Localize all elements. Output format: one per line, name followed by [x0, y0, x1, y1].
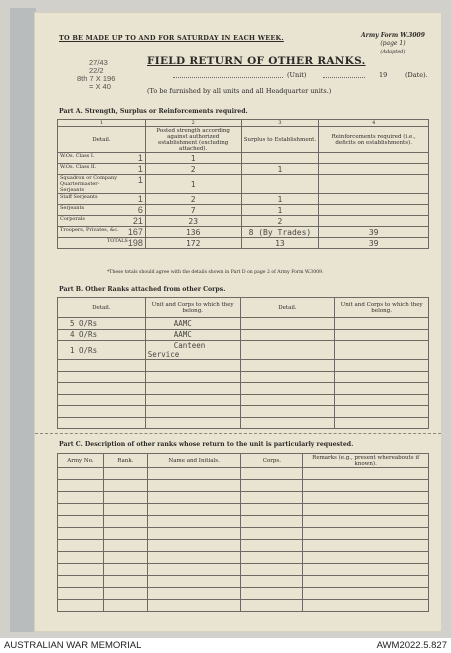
table-cell — [241, 480, 303, 492]
row-detail: W.Os. Class I. — [60, 153, 95, 159]
annotation-2: 22/2 — [89, 66, 104, 75]
table-cell — [58, 383, 146, 395]
table-row — [58, 360, 429, 372]
table-cell — [240, 341, 335, 360]
table-cell — [58, 238, 146, 249]
row-authorized: 1 — [137, 164, 143, 174]
table-cell — [147, 468, 241, 480]
part-b-table — [57, 297, 429, 429]
unit-field — [173, 77, 283, 78]
table-row — [58, 216, 429, 227]
table-row — [58, 164, 429, 175]
table-cell — [335, 394, 429, 406]
part-a-footnote: *These totals should agree with the details shown in Part D on page 2 of Army Form W.3009. — [107, 270, 324, 275]
table-cell — [103, 600, 147, 612]
table-cell — [303, 540, 429, 552]
table-cell — [145, 329, 240, 341]
table-row — [58, 504, 429, 516]
table-cell — [58, 406, 146, 418]
row-detail: Staff Serjeants — [60, 194, 98, 200]
table-cell — [240, 383, 335, 395]
table-row — [58, 205, 429, 216]
table-cell — [147, 576, 241, 588]
table-cell — [241, 238, 319, 249]
table-cell — [58, 417, 146, 429]
table-row — [58, 406, 429, 418]
table-cell — [58, 394, 146, 406]
table-row — [58, 394, 429, 406]
table-row — [58, 227, 429, 238]
table-row — [58, 175, 429, 194]
table-row — [58, 238, 429, 249]
column-header: Detail. — [58, 127, 146, 153]
row-authorized: 167 — [127, 227, 143, 237]
table-cell — [303, 492, 429, 504]
accession-number: AWM2022.5.827 — [376, 640, 447, 651]
table-cell — [147, 564, 241, 576]
table-cell — [241, 227, 319, 238]
table-cell — [103, 552, 147, 564]
table-cell — [147, 588, 241, 600]
row-posted: 23 — [188, 216, 199, 226]
table-row — [58, 552, 429, 564]
row-detail: Troopers, Privates, &c. — [60, 227, 119, 233]
table-row — [58, 528, 429, 540]
table-cell — [319, 238, 429, 249]
date-field — [323, 77, 365, 78]
row-detail: Corporals — [60, 216, 85, 222]
table-cell — [319, 194, 429, 205]
table-cell — [147, 552, 241, 564]
attached-unit: AAMC — [173, 318, 192, 328]
table-cell — [335, 371, 429, 383]
table-cell — [145, 318, 240, 330]
table-cell — [303, 564, 429, 576]
table-cell — [241, 205, 319, 216]
table-cell — [145, 406, 240, 418]
table-cell — [335, 341, 429, 360]
table-cell — [58, 600, 104, 612]
table-cell — [303, 552, 429, 564]
attached-detail: 1 O/Rs — [70, 345, 98, 355]
table-cell — [241, 153, 319, 164]
column-header: Surplus to Establishment. — [241, 127, 319, 153]
table-cell — [58, 480, 104, 492]
table-cell — [58, 552, 104, 564]
table-cell — [103, 540, 147, 552]
table-cell — [58, 318, 146, 330]
table-cell — [103, 588, 147, 600]
col-number: 1 — [58, 120, 146, 127]
table-cell — [335, 417, 429, 429]
column-header: Rank. — [103, 454, 147, 468]
row-posted: 136 — [185, 227, 201, 237]
table-cell — [58, 194, 146, 205]
table-cell — [58, 504, 104, 516]
row-authorized: 1 — [137, 153, 143, 163]
row-posted: 2 — [190, 194, 196, 204]
table-cell — [147, 540, 241, 552]
table-cell — [145, 227, 241, 238]
table-cell — [58, 341, 146, 360]
row-detail: Serjeants — [60, 205, 85, 211]
table-cell — [241, 504, 303, 516]
table-cell — [335, 383, 429, 395]
table-cell — [241, 516, 303, 528]
table-cell — [240, 318, 335, 330]
table-row — [58, 329, 429, 341]
table-cell — [103, 576, 147, 588]
table-cell — [240, 360, 335, 372]
part-a-rows — [58, 153, 429, 249]
table-cell — [58, 329, 146, 341]
table-row — [58, 480, 429, 492]
table-cell — [319, 175, 429, 194]
tear-line — [35, 433, 441, 434]
col-number: 2 — [145, 120, 241, 127]
table-cell — [241, 528, 303, 540]
table-cell — [147, 528, 241, 540]
table-cell — [319, 227, 429, 238]
table-cell — [303, 504, 429, 516]
row-authorized: 6 — [137, 205, 143, 215]
row-detail: W.Os. Class II. — [60, 164, 97, 170]
table-cell — [335, 329, 429, 341]
column-header: Remarks (e.g., present whereabouts if known). — [303, 454, 429, 468]
row-surplus: 1 — [277, 205, 283, 215]
table-cell — [103, 528, 147, 540]
column-header: Army No. — [58, 454, 104, 468]
table-cell — [241, 588, 303, 600]
table-cell — [241, 216, 319, 227]
table-cell — [58, 528, 104, 540]
row-authorized: 1 — [137, 194, 143, 204]
attached-detail: 5 O/Rs — [70, 318, 98, 328]
table-cell — [145, 341, 240, 360]
table-cell — [303, 528, 429, 540]
table-cell — [58, 540, 104, 552]
row-reinforcements: 39 — [368, 227, 379, 237]
row-posted: 1 — [190, 179, 196, 189]
table-cell — [303, 468, 429, 480]
table-cell — [145, 371, 240, 383]
table-cell — [240, 406, 335, 418]
table-cell — [145, 383, 240, 395]
table-row — [58, 153, 429, 164]
instruction-heading: TO BE MADE UP TO AND FOR SATURDAY IN EACH WEEK. — [59, 34, 284, 42]
army-form-label — [361, 32, 425, 56]
table-cell — [241, 540, 303, 552]
table-cell — [58, 205, 146, 216]
table-cell — [241, 564, 303, 576]
column-header: Detail. — [58, 298, 146, 318]
table-cell — [240, 329, 335, 341]
table-row — [58, 194, 429, 205]
table-cell — [303, 516, 429, 528]
table-cell — [147, 504, 241, 516]
attached-unit: AAMC — [173, 330, 192, 340]
column-header: Unit and Corps to which they belong. — [145, 298, 240, 318]
table-cell — [58, 371, 146, 383]
annotation-4: = X 40 — [89, 82, 111, 91]
table-cell — [145, 153, 241, 164]
table-cell — [58, 164, 146, 175]
table-cell — [303, 588, 429, 600]
year-prefix: 19 — [379, 71, 388, 79]
table-cell — [147, 516, 241, 528]
table-cell — [241, 552, 303, 564]
table-cell — [240, 371, 335, 383]
row-surplus: 2 — [277, 216, 283, 226]
table-cell — [303, 480, 429, 492]
row-authorized: 21 — [132, 216, 143, 226]
archive-name: AUSTRALIAN WAR MEMORIAL — [4, 640, 142, 651]
table-cell — [103, 480, 147, 492]
table-cell — [145, 360, 240, 372]
part-a-table — [57, 119, 429, 249]
table-cell — [335, 360, 429, 372]
table-cell — [145, 417, 240, 429]
table-row — [58, 383, 429, 395]
part-b-rows — [58, 318, 429, 429]
part-b-title: Part B. Other Ranks attached from other Corps. — [59, 286, 226, 293]
table-cell — [241, 175, 319, 194]
row-surplus: 1 — [277, 194, 283, 204]
table-cell — [241, 600, 303, 612]
table-row — [58, 564, 429, 576]
row-surplus: 8 (By Trades) — [248, 227, 312, 237]
table-row — [58, 318, 429, 330]
table-row — [58, 588, 429, 600]
form-title: FIELD RETURN OF OTHER RANKS. — [147, 55, 366, 67]
table-cell — [319, 216, 429, 227]
table-cell — [241, 468, 303, 480]
col-number: 4 — [319, 120, 429, 127]
adapted-note: (Adapted) — [380, 49, 406, 55]
table-row — [58, 417, 429, 429]
table-row — [58, 468, 429, 480]
table-cell — [240, 417, 335, 429]
row-surplus: 13 — [275, 238, 285, 248]
row-posted: 1 — [190, 153, 196, 163]
table-cell — [103, 492, 147, 504]
annotation-3: 8th 7 X 196 — [77, 74, 116, 83]
column-header: Unit and Corps to which they belong. — [335, 298, 429, 318]
table-cell — [241, 164, 319, 175]
table-cell — [145, 175, 241, 194]
army-form-number: Army Form W.3009 — [361, 32, 425, 39]
column-header: Posted strength according against authorized establishment (excluding attached). — [145, 127, 241, 153]
row-detail: TOTALS — [106, 238, 128, 244]
table-cell — [103, 516, 147, 528]
carbon-copy-strip — [10, 8, 36, 632]
table-row — [58, 492, 429, 504]
table-cell — [58, 576, 104, 588]
table-cell — [58, 588, 104, 600]
table-row — [58, 516, 429, 528]
table-cell — [303, 576, 429, 588]
part-c-title: Part C. Description of other ranks whose return to the unit is particularly requested. — [59, 441, 354, 448]
row-authorized: 1 — [137, 175, 143, 185]
attached-unit: Canteen Service — [147, 341, 206, 359]
column-header: Name and Initials. — [147, 454, 241, 468]
table-cell — [145, 394, 240, 406]
table-cell — [103, 468, 147, 480]
attached-detail: 4 O/Rs — [70, 330, 98, 340]
annotation-1: 27/43 — [89, 58, 108, 67]
table-cell — [147, 492, 241, 504]
table-cell — [145, 238, 241, 249]
row-surplus: 1 — [277, 164, 283, 174]
table-row — [58, 600, 429, 612]
unit-label: (Unit) — [287, 71, 307, 79]
table-cell — [240, 394, 335, 406]
table-cell — [103, 564, 147, 576]
table-cell — [58, 564, 104, 576]
table-cell — [58, 360, 146, 372]
table-cell — [241, 492, 303, 504]
archive-footer — [0, 638, 451, 653]
table-cell — [145, 205, 241, 216]
row-posted: 7 — [190, 205, 196, 215]
row-authorized: 198 — [127, 238, 143, 248]
row-posted: 172 — [185, 238, 201, 248]
page-number: (page 1) — [380, 40, 406, 47]
part-c-table — [57, 453, 429, 612]
table-cell — [145, 164, 241, 175]
furnished-note: (To be furnished by all units and all Headquarter units.) — [147, 87, 332, 95]
table-cell — [145, 194, 241, 205]
table-cell — [103, 504, 147, 516]
date-label: (Date). — [405, 71, 428, 79]
table-cell — [58, 468, 104, 480]
table-cell — [58, 227, 146, 238]
table-cell — [319, 205, 429, 216]
table-cell — [241, 576, 303, 588]
table-cell — [241, 194, 319, 205]
table-cell — [58, 153, 146, 164]
table-cell — [319, 153, 429, 164]
column-header: Corps. — [241, 454, 303, 468]
table-row — [58, 341, 429, 360]
table-cell — [319, 164, 429, 175]
table-cell — [58, 492, 104, 504]
row-posted: 2 — [190, 164, 196, 174]
table-row — [58, 540, 429, 552]
col-number: 3 — [241, 120, 319, 127]
table-cell — [145, 216, 241, 227]
table-row — [58, 576, 429, 588]
column-header: Reinforcements required (i.e., deficits on establishments). — [319, 127, 429, 153]
table-row — [58, 371, 429, 383]
row-reinforcements: 39 — [368, 238, 379, 248]
table-cell — [58, 216, 146, 227]
table-cell — [303, 600, 429, 612]
table-cell — [58, 175, 146, 194]
table-cell — [147, 480, 241, 492]
table-cell — [335, 406, 429, 418]
column-header: Detail. — [240, 298, 335, 318]
table-cell — [147, 600, 241, 612]
table-cell — [58, 516, 104, 528]
row-detail: Squadron or Company Quartermaster-Serjeants — [60, 175, 118, 193]
table-cell — [335, 318, 429, 330]
part-a-title: Part A. Strength, Surplus or Reinforcements required. — [59, 108, 248, 115]
form-page — [34, 12, 442, 632]
pencil-annotations — [77, 58, 116, 91]
part-c-rows — [58, 468, 429, 612]
